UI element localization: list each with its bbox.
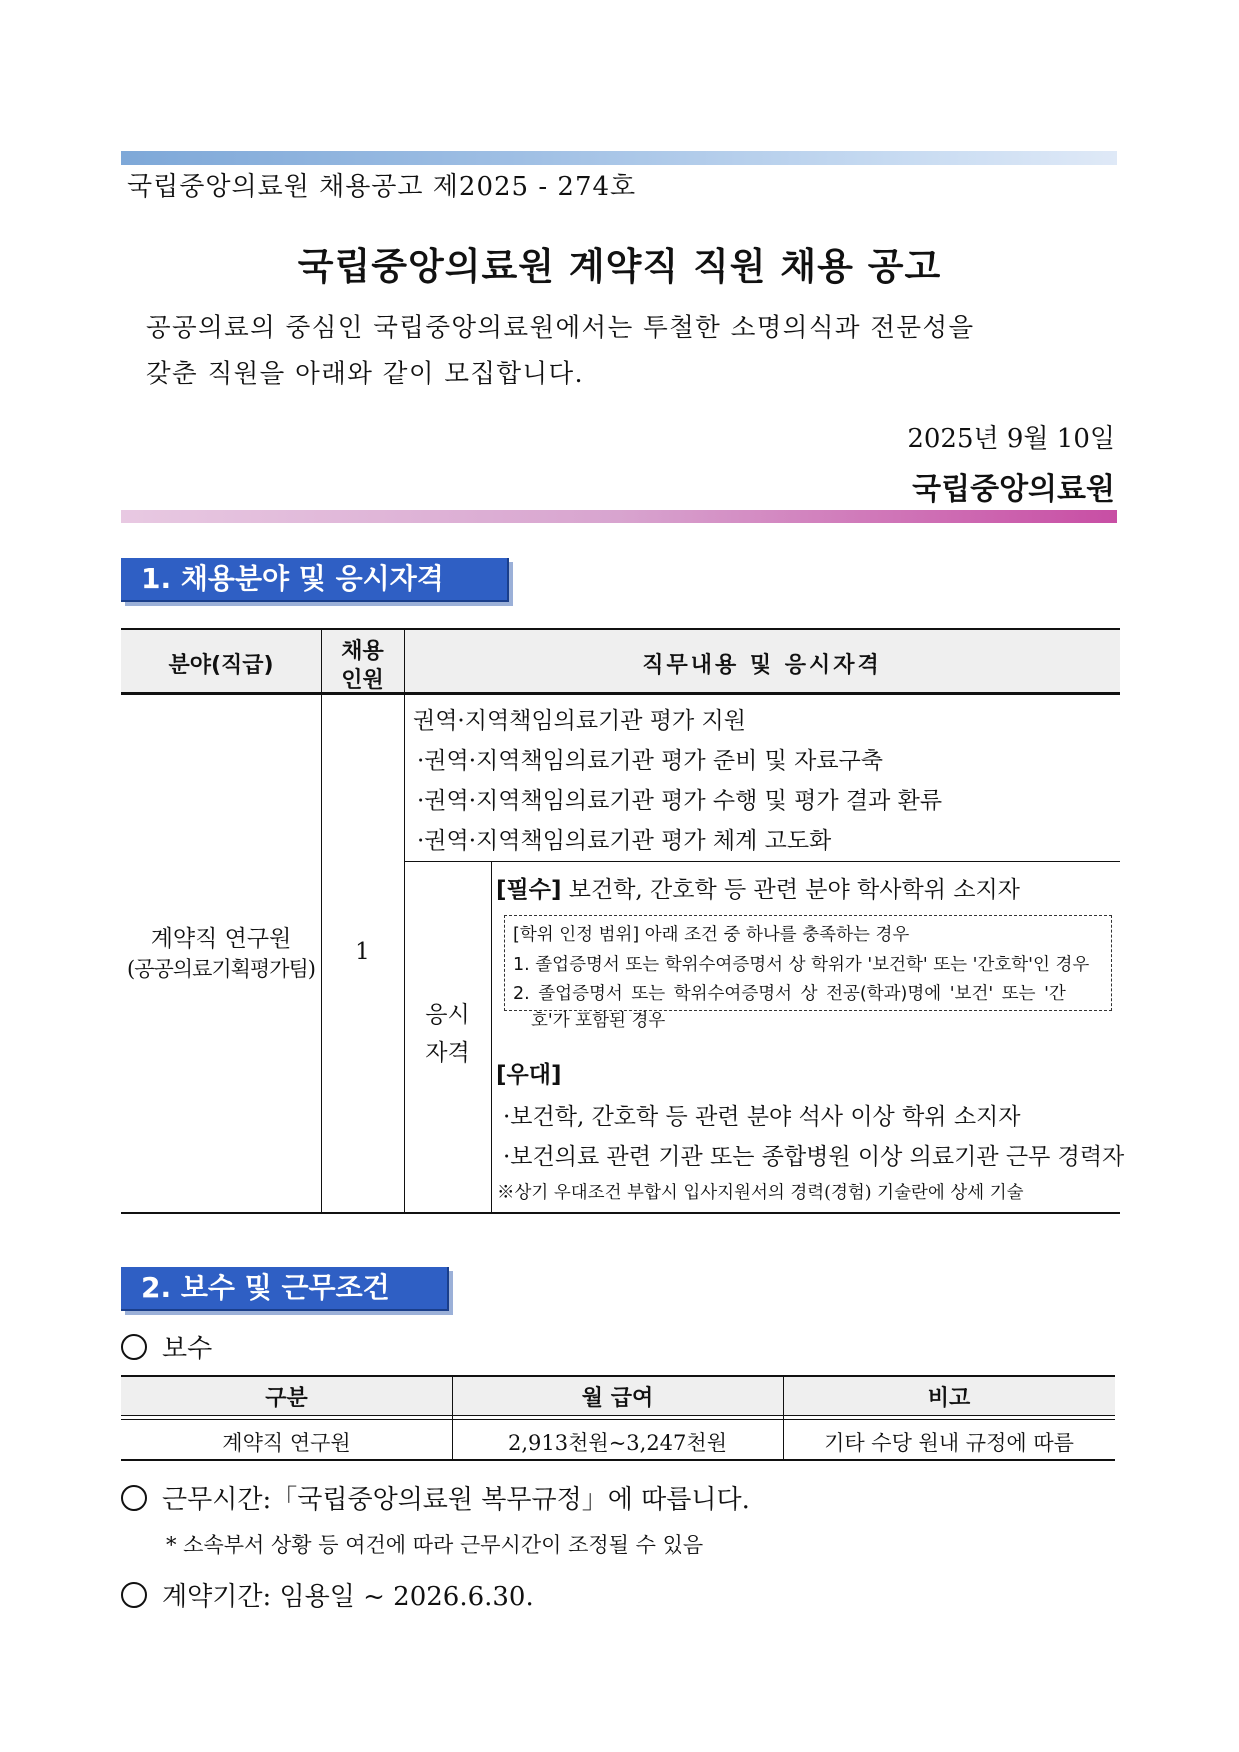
intro-line: 갖춘 직원을 아래와 같이 모집합니다. bbox=[146, 359, 585, 389]
section-heading-recruitment: 1. 채용분야 및 응시자격 bbox=[121, 558, 509, 602]
recruitment-table bbox=[121, 628, 1125, 1214]
header-count-line2: 인원 bbox=[341, 668, 384, 693]
intro-paragraph bbox=[146, 305, 1106, 397]
pay-header-monthly: 월 급여 bbox=[581, 1386, 654, 1411]
circle-bullet-icon bbox=[121, 1582, 147, 1608]
duty-title: 권역·지역책임의료기관 평가 지원 bbox=[413, 708, 746, 734]
organization-name: 국립중앙의료원 bbox=[912, 472, 1115, 507]
qualification-label: 응시 bbox=[425, 1002, 470, 1028]
required-text: 보건학, 간호학 등 관련 분야 학사학위 소지자 bbox=[568, 877, 1020, 903]
preferred-item: ·보건의료 관련 기관 또는 종합병원 이상 의료기관 근무 경력자 bbox=[503, 1144, 1125, 1170]
box-item-continued: 호'가 포함된 경우 bbox=[531, 1011, 666, 1031]
section-heading-pay: 2. 보수 및 근무조건 bbox=[121, 1267, 449, 1311]
header-bottom-bar bbox=[121, 510, 1117, 523]
box-item: 1. 졸업증명서 또는 학위수여증명서 상 학위가 '보건학' 또는 '간호학'인 경우 bbox=[513, 955, 1090, 975]
required-tag: [필수] bbox=[496, 877, 562, 903]
hire-count: 1 bbox=[355, 939, 370, 965]
preferred-note: ※상기 우대조건 부합시 입사지원서의 경력(경험) 기술란에 상세 기술 bbox=[497, 1183, 1024, 1203]
circle-bullet-icon bbox=[121, 1334, 147, 1360]
required-qualification bbox=[496, 871, 1020, 904]
pay-table bbox=[121, 1375, 1115, 1461]
duty-item: ·권역·지역책임의료기관 평가 수행 및 평가 결과 환류 bbox=[417, 788, 943, 814]
notice-date: 2025년 9월 10일 bbox=[907, 424, 1115, 454]
work-hours-note: * 소속부서 상황 등 여건에 따라 근무시간이 조정될 수 있음 bbox=[166, 1533, 704, 1557]
intro-line: 공공의료의 중심인 국립중앙의료원에서는 투철한 소명의식과 전문성을 bbox=[146, 313, 975, 343]
circle-bullet-icon bbox=[121, 1485, 147, 1511]
pay-cell-remarks: 기타 수당 원내 규정에 따름 bbox=[824, 1431, 1074, 1455]
degree-criteria-box bbox=[504, 915, 1112, 1031]
duty-item: ·권역·지역책임의료기관 평가 준비 및 자료구축 bbox=[417, 748, 884, 774]
pay-label: 보수 bbox=[162, 1334, 213, 1364]
page-title: 국립중앙의료원 계약직 직원 채용 공고 bbox=[297, 245, 942, 288]
pay-header-remarks: 비고 bbox=[927, 1386, 971, 1411]
box-title: [학위 인정 범위] 아래 조건 중 하나를 충족하는 경우 bbox=[513, 925, 910, 945]
qualification-label: 자격 bbox=[425, 1040, 470, 1066]
preferred-item: ·보건학, 간호학 등 관련 분야 석사 이상 학위 소지자 bbox=[503, 1104, 1021, 1130]
field-name: 계약직 연구원 bbox=[150, 926, 292, 952]
pay-header-category: 구분 bbox=[265, 1386, 308, 1411]
header-top-bar bbox=[121, 151, 1117, 165]
duty-item: ·권역·지역책임의료기관 평가 체계 고도화 bbox=[417, 828, 832, 854]
contract-period: 계약기간: 임용일 ~ 2026.6.30. bbox=[162, 1582, 534, 1612]
pay-cell-category: 계약직 연구원 bbox=[222, 1431, 351, 1455]
header-duties: 직무내용 및 응시자격 bbox=[642, 653, 882, 678]
header-field: 분야(직급) bbox=[168, 653, 274, 678]
pay-cell-monthly: 2,913천원~3,247천원 bbox=[508, 1431, 727, 1455]
work-hours: 근무시간:「국립중앙의료원 복무규정」에 따릅니다. bbox=[162, 1485, 750, 1515]
header-count-line1: 채용 bbox=[341, 639, 384, 664]
box-item: 2. 졸업증명서 또는 학위수여증명서 상 전공(학과)명에 '보건' 또는 '간 bbox=[513, 984, 1066, 1004]
preferred-tag: [우대] bbox=[496, 1062, 562, 1088]
notice-number: 국립중앙의료원 채용공고 제2025 - 274호 bbox=[127, 172, 637, 202]
field-team: (공공의료기획평가팀) bbox=[127, 957, 315, 981]
